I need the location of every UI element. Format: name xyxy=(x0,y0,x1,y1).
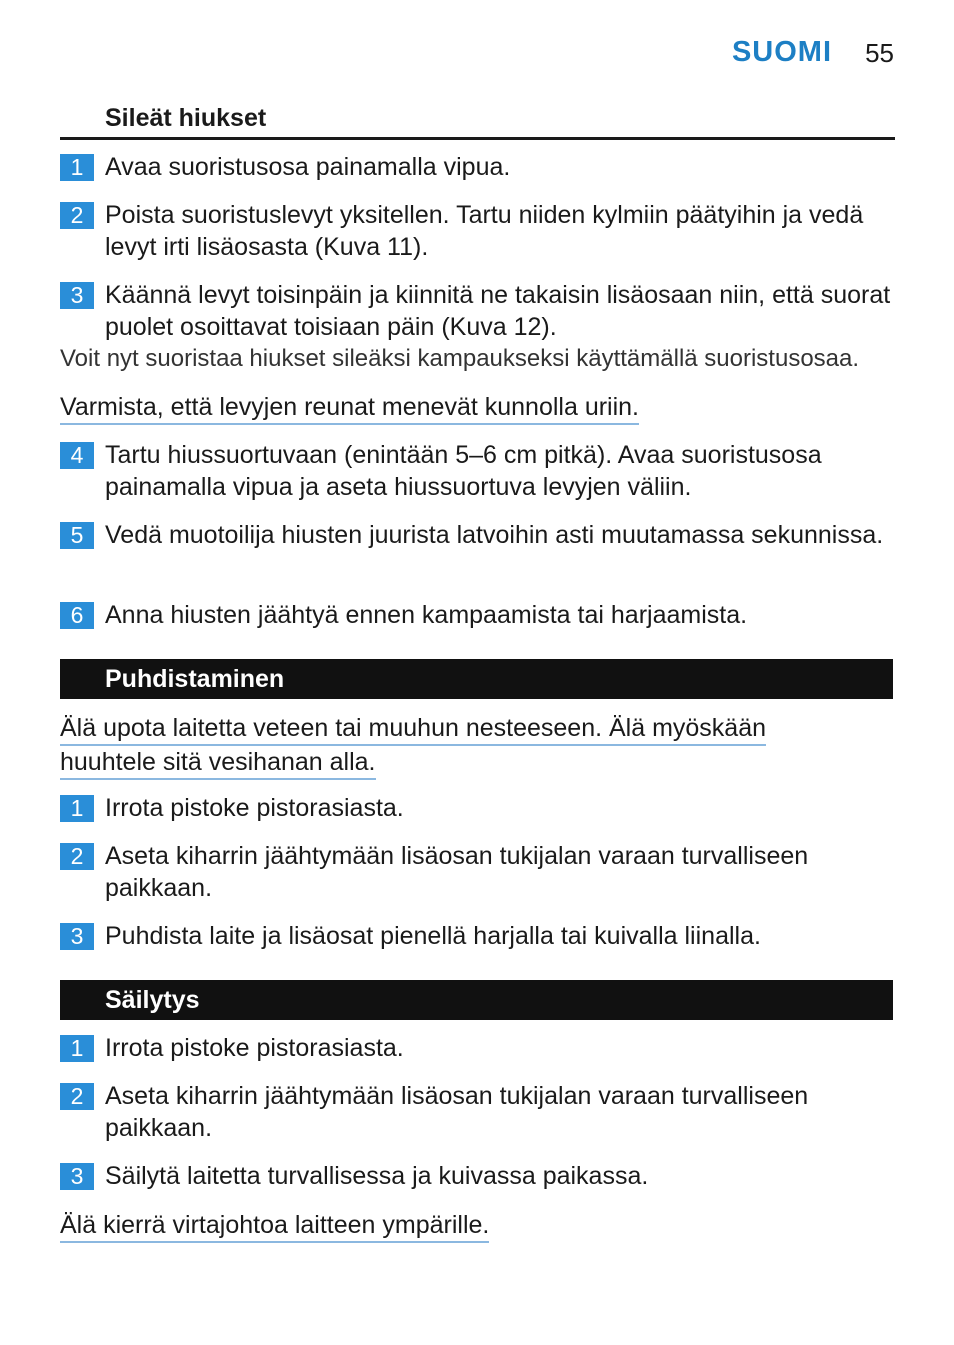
step-item xyxy=(60,599,900,631)
section-heading-cleaning: Puhdistaminen xyxy=(60,659,893,699)
step-item xyxy=(60,920,900,952)
section-heading-storage: Säilytys xyxy=(60,980,893,1020)
section-heading-smooth-hair: Sileät hiukset xyxy=(60,104,895,140)
step-item xyxy=(60,151,900,183)
warning-line: Älä kierrä virtajohtoa laitteen ympärille. xyxy=(60,1209,489,1243)
step-number-badge: 4 xyxy=(60,442,94,469)
warning-text xyxy=(60,1209,489,1243)
step-number-badge: 3 xyxy=(60,923,94,950)
step-number-badge: 5 xyxy=(60,522,94,549)
step-number-badge: 6 xyxy=(60,602,94,629)
step-number-badge: 2 xyxy=(60,843,94,870)
step-item xyxy=(60,1032,900,1064)
step-text: Anna hiusten jäähtyä ennen kampaamista tai harjaamista. xyxy=(105,601,748,629)
step-text: Avaa suoristusosa painamalla vipua. xyxy=(105,153,511,181)
step-text: Käännä levyt toisinpäin ja kiinnitä ne takaisin lisäosaan niin, että suorat puolet osoittavat toisiaan päin (Kuva 12). xyxy=(105,281,891,341)
step-text: Vedä muotoilija hiusten juurista latvoihin asti muutamassa sekunnissa. xyxy=(105,521,884,549)
note-text: Voit nyt suoristaa hiukset sileäksi kampaukseksi käyttämällä suoristusosaa. xyxy=(60,345,860,372)
step-text: Tartu hiussuortuvaan (enintään 5–6 cm pitkä). Avaa suoristusosa painamalla vipua ja aseta hiussuortuva levyjen väliin. xyxy=(105,441,822,501)
warning-line: Älä upota laitetta veteen tai muuhun nesteeseen. Älä myöskään xyxy=(60,712,766,746)
step-item xyxy=(60,279,900,343)
step-number-badge: 3 xyxy=(60,1163,94,1190)
step-number-badge: 2 xyxy=(60,1083,94,1110)
warning-line: huuhtele sitä vesihanan alla. xyxy=(60,746,376,780)
step-text: Poista suoristuslevyt yksitellen. Tartu niiden kylmiin päätyihin ja vedä levyt irti lisäosasta (Kuva 11). xyxy=(105,201,864,261)
step-text: Irrota pistoke pistorasiasta. xyxy=(105,794,404,822)
step-number-badge: 3 xyxy=(60,282,94,309)
step-text: Puhdista laite ja lisäosat pienellä harjalla tai kuivalla liinalla. xyxy=(105,922,761,950)
step-number-badge: 1 xyxy=(60,154,94,181)
step-item xyxy=(60,1160,900,1192)
warning-line: Varmista, että levyjen reunat menevät kunnolla uriin. xyxy=(60,391,639,425)
step-item xyxy=(60,439,900,503)
step-number-badge: 1 xyxy=(60,1035,94,1062)
step-text: Irrota pistoke pistorasiasta. xyxy=(105,1034,404,1062)
step-item xyxy=(60,519,900,551)
step-text: Säilytä laitetta turvallisessa ja kuivassa paikassa. xyxy=(105,1162,649,1190)
step-text: Aseta kiharrin jäähtymään lisäosan tukijalan varaan turvalliseen paikkaan. xyxy=(105,1082,809,1142)
step-item xyxy=(60,1080,900,1144)
warning-text xyxy=(60,391,639,425)
step-item xyxy=(60,199,900,263)
page-number: 55 xyxy=(865,38,894,68)
language-label: SUOMI xyxy=(731,36,832,68)
step-item xyxy=(60,840,900,904)
warning-text xyxy=(60,712,766,780)
step-number-badge: 1 xyxy=(60,795,94,822)
step-number-badge: 2 xyxy=(60,202,94,229)
step-item xyxy=(60,792,900,824)
step-text: Aseta kiharrin jäähtymään lisäosan tukijalan varaan turvalliseen paikkaan. xyxy=(105,842,809,902)
